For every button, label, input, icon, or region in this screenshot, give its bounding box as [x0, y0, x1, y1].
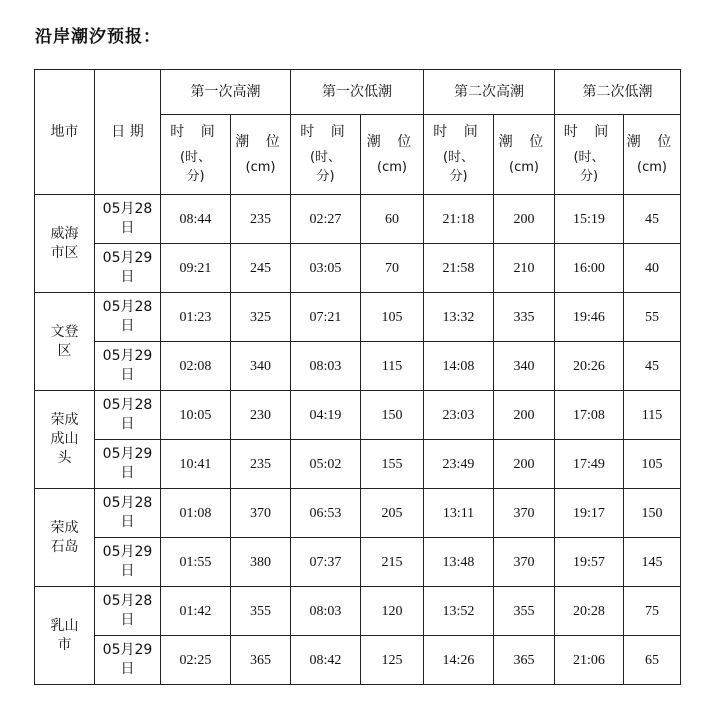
level-value-cell: 235	[231, 440, 291, 489]
time-value-cell: 10:41	[161, 440, 231, 489]
time-value-cell: 08:03	[291, 587, 361, 636]
level-value-cell: 60	[361, 195, 424, 244]
level-value-cell: 55	[624, 293, 681, 342]
date-header: 日 期	[95, 70, 161, 195]
level-value-cell: 370	[494, 538, 555, 587]
time-value-cell: 02:08	[161, 342, 231, 391]
time-value-cell: 13:11	[424, 489, 494, 538]
time-value-cell: 20:28	[555, 587, 624, 636]
level-value-cell: 45	[624, 195, 681, 244]
level-value-cell: 365	[231, 636, 291, 685]
date-line: 日	[120, 563, 135, 579]
date-cell	[95, 538, 161, 587]
date-line: 05月28	[102, 593, 153, 609]
level-value-cell: 340	[231, 342, 291, 391]
time-value-cell: 17:49	[555, 440, 624, 489]
date-line: 05月28	[102, 299, 153, 315]
location-name-line: 市	[57, 636, 72, 653]
level-unit: (cm)	[245, 159, 276, 175]
level-value-cell: 230	[231, 391, 291, 440]
level-value-cell: 40	[624, 244, 681, 293]
time-label: 时 间	[170, 124, 221, 140]
location-name-line: 乳山	[50, 617, 79, 634]
date-line: 日	[120, 318, 135, 334]
level-value-cell: 125	[361, 636, 424, 685]
level-value-cell: 145	[624, 538, 681, 587]
level-value-cell: 120	[361, 587, 424, 636]
location-header: 地市	[35, 70, 95, 195]
level-label: 潮 位	[626, 133, 678, 150]
level-value-cell: 200	[494, 391, 555, 440]
location-name-line: 市区	[50, 244, 79, 261]
time-value-cell: 13:48	[424, 538, 494, 587]
time-value-cell: 19:17	[555, 489, 624, 538]
location-cell	[35, 587, 95, 685]
time-value-cell: 21:18	[424, 195, 494, 244]
level-value-cell: 335	[494, 293, 555, 342]
level-subheader	[231, 115, 291, 195]
date-line: 日	[120, 661, 135, 677]
level-value-cell: 340	[494, 342, 555, 391]
time-value-cell: 04:19	[291, 391, 361, 440]
level-value-cell: 155	[361, 440, 424, 489]
time-value-cell: 07:21	[291, 293, 361, 342]
time-value-cell: 01:55	[161, 538, 231, 587]
level-subheader	[361, 115, 424, 195]
time-value-cell: 17:08	[555, 391, 624, 440]
date-cell	[95, 440, 161, 489]
level-value-cell: 245	[231, 244, 291, 293]
page-title: 沿岸潮汐预报：	[35, 27, 161, 47]
level-value-cell: 370	[231, 489, 291, 538]
table-row	[35, 342, 681, 391]
time-unit-line1: (时、	[179, 150, 212, 165]
level-value-cell: 370	[494, 489, 555, 538]
level-label: 潮 位	[498, 133, 550, 150]
table-row	[35, 440, 681, 489]
date-cell	[95, 293, 161, 342]
time-value-cell: 08:42	[291, 636, 361, 685]
level-subheader	[494, 115, 555, 195]
date-cell	[95, 587, 161, 636]
group-header-second-high: 第二次高潮	[424, 70, 555, 115]
time-value-cell: 23:03	[424, 391, 494, 440]
time-value-cell: 07:37	[291, 538, 361, 587]
location-cell	[35, 293, 95, 391]
level-value-cell: 115	[361, 342, 424, 391]
date-line: 05月29	[102, 446, 153, 462]
table-row	[35, 244, 681, 293]
time-value-cell: 19:57	[555, 538, 624, 587]
level-value-cell: 205	[361, 489, 424, 538]
date-line: 05月29	[102, 348, 153, 364]
location-name-line: 头	[57, 450, 72, 466]
time-value-cell: 13:52	[424, 587, 494, 636]
time-value-cell: 01:42	[161, 587, 231, 636]
time-value-cell: 21:06	[555, 636, 624, 685]
location-name-line: 荣成	[50, 412, 79, 428]
level-unit: (cm)	[377, 159, 407, 175]
level-unit: (cm)	[509, 159, 539, 175]
level-value-cell: 210	[494, 244, 555, 293]
time-value-cell: 23:49	[424, 440, 494, 489]
level-value-cell: 200	[494, 195, 555, 244]
date-line: 日	[120, 514, 135, 530]
time-value-cell: 08:44	[161, 195, 231, 244]
group-header-first-low: 第一次低潮	[291, 70, 424, 115]
date-line: 05月29	[102, 250, 153, 266]
level-value-cell: 150	[624, 489, 681, 538]
time-value-cell: 10:05	[161, 391, 231, 440]
time-value-cell: 13:32	[424, 293, 494, 342]
tide-forecast-table	[34, 69, 681, 685]
level-value-cell: 200	[494, 440, 555, 489]
date-line: 05月29	[102, 642, 153, 658]
level-value-cell: 325	[231, 293, 291, 342]
level-unit: (cm)	[637, 159, 667, 175]
time-value-cell: 14:26	[424, 636, 494, 685]
date-line: 05月29	[102, 544, 153, 560]
level-value-cell: 380	[231, 538, 291, 587]
time-subheader	[291, 115, 361, 195]
time-unit-line1: (时、	[309, 150, 342, 165]
time-unit-line2: 分)	[316, 169, 335, 184]
date-cell	[95, 342, 161, 391]
date-line: 日	[120, 416, 135, 432]
location-name-line: 区	[57, 342, 72, 359]
date-cell	[95, 244, 161, 293]
level-value-cell: 105	[361, 293, 424, 342]
time-value-cell: 08:03	[291, 342, 361, 391]
time-label: 时 间	[300, 124, 351, 140]
group-header-second-low: 第二次低潮	[555, 70, 681, 115]
date-line: 日	[120, 220, 135, 236]
time-value-cell: 01:08	[161, 489, 231, 538]
time-subheader	[555, 115, 624, 195]
location-cell	[35, 195, 95, 293]
level-value-cell: 355	[494, 587, 555, 636]
date-line: 日	[120, 465, 135, 481]
level-value-cell: 105	[624, 440, 681, 489]
time-value-cell: 20:26	[555, 342, 624, 391]
level-value-cell: 65	[624, 636, 681, 685]
level-value-cell: 75	[624, 587, 681, 636]
time-unit-line2: 分)	[579, 169, 599, 184]
date-line: 05月28	[102, 495, 153, 511]
location-name-line: 荣成	[50, 519, 79, 536]
time-unit-line2: 分)	[186, 169, 205, 184]
time-value-cell: 05:02	[291, 440, 361, 489]
level-value-cell: 150	[361, 391, 424, 440]
table-row	[35, 391, 681, 440]
table-row	[35, 489, 681, 538]
time-subheader	[424, 115, 494, 195]
location-cell	[35, 391, 95, 489]
date-line: 05月28	[102, 201, 153, 217]
table-row	[35, 195, 681, 244]
level-label: 潮 位	[235, 133, 286, 150]
date-line: 日	[120, 269, 135, 285]
time-value-cell: 09:21	[161, 244, 231, 293]
date-line: 05月28	[102, 397, 153, 413]
date-cell	[95, 489, 161, 538]
time-value-cell: 21:58	[424, 244, 494, 293]
location-name-line: 成山	[50, 431, 79, 447]
table-row	[35, 538, 681, 587]
time-unit-line1: (时、	[573, 150, 605, 165]
time-value-cell: 01:23	[161, 293, 231, 342]
table-row	[35, 587, 681, 636]
level-subheader	[624, 115, 681, 195]
location-name-line: 威海	[50, 225, 79, 242]
time-unit-line1: (时、	[442, 150, 475, 165]
date-line: 日	[120, 367, 135, 383]
date-cell	[95, 391, 161, 440]
location-name-line: 文登	[50, 323, 79, 340]
time-label: 时 间	[433, 124, 484, 140]
level-value-cell: 215	[361, 538, 424, 587]
time-label: 时 间	[563, 124, 615, 140]
time-value-cell: 02:25	[161, 636, 231, 685]
table-row	[35, 293, 681, 342]
group-header-first-high: 第一次高潮	[161, 70, 291, 115]
level-value-cell: 355	[231, 587, 291, 636]
level-label: 潮 位	[366, 133, 418, 150]
level-value-cell: 365	[494, 636, 555, 685]
level-value-cell: 115	[624, 391, 681, 440]
time-value-cell: 14:08	[424, 342, 494, 391]
location-cell	[35, 489, 95, 587]
time-value-cell: 02:27	[291, 195, 361, 244]
level-value-cell: 45	[624, 342, 681, 391]
date-line: 日	[120, 612, 135, 628]
time-subheader	[161, 115, 231, 195]
location-name-line: 石岛	[50, 538, 79, 555]
time-value-cell: 15:19	[555, 195, 624, 244]
time-value-cell: 06:53	[291, 489, 361, 538]
level-value-cell: 70	[361, 244, 424, 293]
time-unit-line2: 分)	[449, 169, 468, 184]
table-row	[35, 636, 681, 685]
level-value-cell: 235	[231, 195, 291, 244]
time-value-cell: 16:00	[555, 244, 624, 293]
date-cell	[95, 195, 161, 244]
date-cell	[95, 636, 161, 685]
time-value-cell: 03:05	[291, 244, 361, 293]
time-value-cell: 19:46	[555, 293, 624, 342]
